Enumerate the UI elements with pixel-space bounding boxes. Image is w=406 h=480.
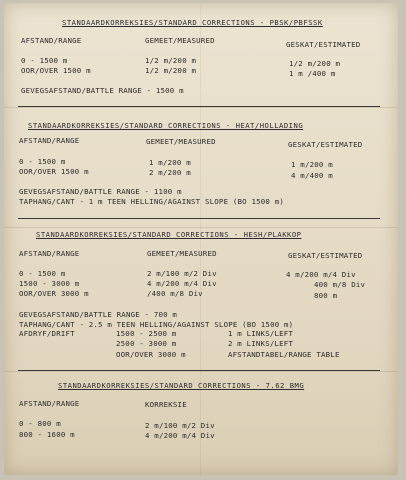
estimated-cell: 4 m/200 m/4 Div [286, 270, 356, 279]
drift-value-cell: AFSTANDTABEL/RANGE TABLE [228, 350, 340, 359]
section-divider [18, 370, 380, 371]
range-cell: 1500 - 3000 m [19, 279, 80, 288]
paper-fold [4, 227, 398, 228]
battle-range-note: GEVEGSAFSTAND/BATTLE RANGE - 700 m [19, 310, 178, 319]
measured-cell: 1 m/200 m [149, 158, 191, 167]
section-divider [18, 106, 380, 107]
section-title: STANDAARDKORREKSIES/STANDARD CORRECTIONS - HESH/PLAKKOP [36, 230, 302, 239]
estimated-cell: 1 m /400 m [289, 69, 336, 78]
range-cell: 0 - 800 m [19, 419, 61, 428]
estimated-cell: 800 m [314, 291, 338, 300]
range-cell: OOR/OVER 1500 m [21, 66, 91, 75]
section-title: STANDAARDKORREKSIES/STANDARD CORRECTIONS - PBSK/PBFSSK [62, 18, 323, 27]
paper-fold [200, 3, 201, 475]
cant-note: TAPHANG/CANT - 1 m TEEN HELLING/AGAINST SLOPE (BO 1500 m) [19, 197, 285, 206]
range-cell: OOR/OVER 3000 m [19, 289, 89, 298]
estimated-cell: 1/2 m/200 m [289, 59, 341, 68]
measured-cell: /400 m/8 Div [147, 289, 203, 298]
drift-value-cell: 1 m LINKS/LEFT [228, 329, 294, 338]
measured-cell: 1/2 m/200 m [145, 56, 197, 65]
col-header-range: AFSTAND/RANGE [19, 399, 80, 408]
col-header-measured: GEMEET/MEASURED [146, 137, 216, 146]
col-header-range: AFSTAND/RANGE [19, 136, 80, 145]
drift-range-cell: 1500 - 2500 m [116, 329, 177, 338]
section-divider [18, 218, 380, 219]
col-header-estimated: GESKAT/ESTIMATED [288, 140, 363, 149]
range-cell: 0 - 1500 m [19, 157, 66, 166]
col-header-estimated: GESKAT/ESTIMATED [288, 251, 363, 260]
range-cell: 0 - 1500 m [21, 56, 68, 65]
measured-cell: 2 m/200 m [149, 168, 191, 177]
col-header-range: AFSTAND/RANGE [21, 36, 82, 45]
battle-range-note: GEVEGSAFSTAND/BATTLE RANGE - 1500 m [21, 86, 184, 95]
drift-range-cell: 2500 - 3000 m [116, 339, 177, 348]
measured-cell: 2 m/100 m/2 Div [147, 269, 217, 278]
paper-fold [4, 371, 398, 372]
estimated-cell: 400 m/8 Div [314, 280, 366, 289]
corrections-card [4, 3, 398, 475]
estimated-cell: 4 m/400 m [291, 171, 333, 180]
col-header-estimated: GESKAT/ESTIMATED [286, 40, 361, 49]
section-title: STANDAARDKORREKSIES/STANDARD CORRECTIONS - HEAT/HOLLADING [28, 121, 304, 130]
correction-cell: 2 m/100 m/2 Div [145, 421, 215, 430]
range-cell: OOR/OVER 1500 m [19, 167, 89, 176]
col-header-correction: KORREKSIE [145, 400, 187, 409]
section-title: STANDAARDKORREKSIES/STANDARD CORRECTIONS - 7.62 BMG [58, 381, 305, 390]
measured-cell: 4 m/200 m/4 Div [147, 279, 217, 288]
correction-cell: 4 m/200 m/4 Div [145, 431, 215, 440]
cant-note: TAPHANG/CANT - 2.5 m TEEN HELLING/AGAINST SLOPE (BO 1500 m) [19, 320, 294, 329]
estimated-cell: 1 m/200 m [291, 160, 333, 169]
col-header-range: AFSTAND/RANGE [19, 249, 80, 258]
battle-range-note: GEVEGSAFSTAND/BATTLE RANGE - 1100 m [19, 187, 182, 196]
drift-value-cell: 2 m LINKS/LEFT [228, 339, 294, 348]
range-cell: 0 - 1500 m [19, 269, 66, 278]
measured-cell: 1/2 m/200 m [145, 66, 197, 75]
drift-label: AFDRYF/DRIFT [19, 329, 75, 338]
col-header-measured: GEMEET/MEASURED [145, 36, 215, 45]
drift-range-cell: OOR/OVER 3000 m [116, 350, 186, 359]
paper-fold [4, 107, 398, 108]
col-header-measured: GEMEET/MEASURED [147, 249, 217, 258]
range-cell: 800 - 1600 m [19, 430, 75, 439]
